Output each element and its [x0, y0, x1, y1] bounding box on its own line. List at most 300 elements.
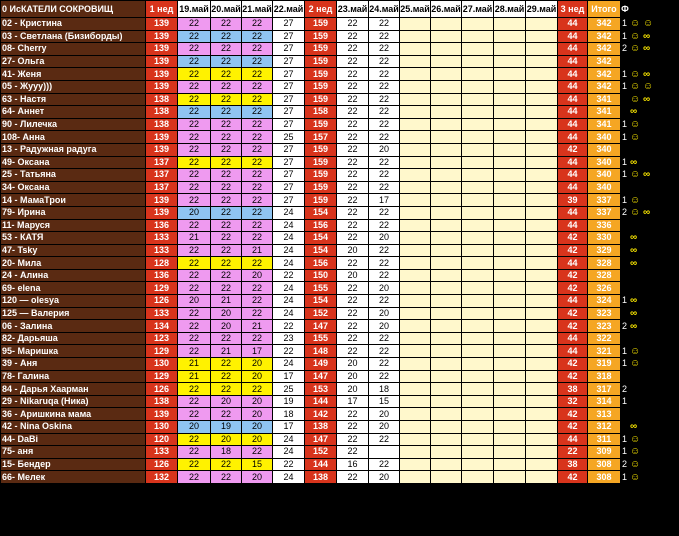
day-score: 22: [178, 93, 211, 106]
day-score: 22: [242, 68, 273, 81]
status-symbols: ☺: [630, 471, 670, 484]
day-score: 22: [369, 345, 400, 358]
week2-score: 147: [305, 320, 337, 333]
empty-cell: [494, 269, 526, 282]
badge-count: [621, 421, 630, 434]
week3-score: 44: [558, 55, 588, 68]
day-score: 22: [178, 169, 211, 182]
participant-name: 25 - Татьяна: [1, 169, 146, 182]
empty-cell: [494, 55, 526, 68]
day-score: 22: [178, 332, 211, 345]
empty-cell: [494, 421, 526, 434]
day-score: 21: [242, 244, 273, 257]
empty-cell: [526, 295, 558, 308]
total-score: 319: [588, 358, 621, 371]
empty-cell: [462, 55, 494, 68]
day-score: 20: [337, 269, 369, 282]
badge-count: 1: [621, 80, 630, 93]
total-score: 342: [588, 43, 621, 56]
empty-cell: [462, 421, 494, 434]
total-score: 328: [588, 269, 621, 282]
empty-cell: [462, 458, 494, 471]
empty-cell: [431, 370, 462, 383]
day-score: 22: [369, 43, 400, 56]
day-score: 20: [242, 421, 273, 434]
participant-name: 34- Оксана: [1, 181, 146, 194]
week3-score: 44: [558, 181, 588, 194]
day-score: 22: [211, 169, 242, 182]
table-row: [1, 471, 670, 484]
empty-cell: [494, 30, 526, 43]
empty-cell: [526, 307, 558, 320]
day-score: 24: [273, 307, 305, 320]
badge-count: [621, 143, 630, 156]
week3-score: 44: [558, 68, 588, 81]
empty-cell: [462, 395, 494, 408]
empty-cell: [400, 194, 431, 207]
badge-count: [621, 181, 630, 194]
day-score: 22: [211, 194, 242, 207]
empty-cell: [526, 244, 558, 257]
day-score: 17: [273, 421, 305, 434]
total-score: 313: [588, 408, 621, 421]
participant-name: 41- Женя: [1, 68, 146, 81]
day-score: 22: [211, 358, 242, 371]
day-score: 22: [369, 433, 400, 446]
header-date: 19.май: [178, 1, 211, 18]
empty-cell: [400, 332, 431, 345]
week3-score: 44: [558, 206, 588, 219]
status-symbols: ☺: [630, 433, 670, 446]
badge-count: 1: [621, 194, 630, 207]
day-score: 21: [211, 295, 242, 308]
empty-cell: [462, 194, 494, 207]
participant-name: 90 - Лилечка: [1, 118, 146, 131]
day-score: 22: [337, 43, 369, 56]
day-score: 27: [273, 181, 305, 194]
empty-cell: [431, 446, 462, 459]
participant-name: 20- Мила: [1, 257, 146, 270]
badge-count: 2: [621, 320, 630, 333]
day-score: 22: [369, 219, 400, 232]
week2-score: 150: [305, 269, 337, 282]
week1-score: 126: [146, 295, 178, 308]
badge-count: [621, 244, 630, 257]
empty-cell: [431, 307, 462, 320]
empty-cell: [526, 18, 558, 31]
badge-count: [621, 257, 630, 270]
status-symbols: [630, 370, 670, 383]
empty-cell: [400, 383, 431, 396]
badge-count: 1: [621, 395, 630, 408]
empty-cell: [462, 244, 494, 257]
day-score: 22: [178, 30, 211, 43]
status-symbols: ☺ ∞: [630, 68, 670, 81]
empty-cell: [431, 18, 462, 31]
day-score: 22: [178, 433, 211, 446]
week2-score: 154: [305, 206, 337, 219]
day-score: 22: [369, 18, 400, 31]
table-row: [1, 307, 670, 320]
badge-count: [621, 269, 630, 282]
day-score: 22: [242, 295, 273, 308]
day-score: 22: [211, 156, 242, 169]
table-row: [1, 194, 670, 207]
badge-count: [621, 332, 630, 345]
header-week2: 2 нед: [305, 1, 337, 18]
day-score: 22: [211, 244, 242, 257]
participant-name: 13 - Радужная радуга: [1, 143, 146, 156]
empty-cell: [400, 18, 431, 31]
status-symbols: ☺: [630, 345, 670, 358]
week2-score: 159: [305, 169, 337, 182]
week1-score: 139: [146, 143, 178, 156]
empty-cell: [494, 295, 526, 308]
empty-cell: [400, 219, 431, 232]
empty-cell: [494, 118, 526, 131]
day-score: 22: [242, 194, 273, 207]
day-score: 27: [273, 30, 305, 43]
badge-count: 1: [621, 358, 630, 371]
table-row: [1, 18, 670, 31]
empty-cell: [526, 471, 558, 484]
week3-score: 42: [558, 320, 588, 333]
status-symbols: ☺: [630, 446, 670, 459]
week3-score: 44: [558, 345, 588, 358]
day-score: 20: [242, 358, 273, 371]
empty-cell: [431, 43, 462, 56]
total-score: 329: [588, 244, 621, 257]
day-score: 22: [337, 194, 369, 207]
day-score: 22: [337, 232, 369, 245]
week2-score: 147: [305, 433, 337, 446]
status-symbols: ∞: [630, 244, 670, 257]
day-score: 15: [242, 458, 273, 471]
day-score: 20: [369, 408, 400, 421]
day-score: 22: [369, 206, 400, 219]
empty-cell: [494, 358, 526, 371]
total-score: 341: [588, 118, 621, 131]
badge-count: 1: [621, 446, 630, 459]
empty-cell: [494, 244, 526, 257]
badge-count: 1: [621, 295, 630, 308]
day-score: 27: [273, 18, 305, 31]
empty-cell: [462, 169, 494, 182]
empty-cell: [526, 320, 558, 333]
week3-score: 42: [558, 358, 588, 371]
day-score: 22: [211, 232, 242, 245]
participant-name: 44- DaBi: [1, 433, 146, 446]
empty-cell: [494, 446, 526, 459]
empty-cell: [526, 106, 558, 119]
day-score: 22: [337, 143, 369, 156]
day-score: 22: [211, 68, 242, 81]
empty-cell: [400, 156, 431, 169]
badge-count: 1: [621, 68, 630, 81]
day-score: 22: [178, 345, 211, 358]
participant-name: 05 - Жууу))): [1, 80, 146, 93]
day-score: 24: [273, 206, 305, 219]
empty-cell: [462, 93, 494, 106]
day-score: 27: [273, 80, 305, 93]
week2-score: 148: [305, 345, 337, 358]
day-score: 22: [369, 131, 400, 144]
empty-cell: [494, 345, 526, 358]
day-score: 22: [178, 18, 211, 31]
participant-name: 79- Ирина: [1, 206, 146, 219]
empty-cell: [462, 307, 494, 320]
table-row: [1, 320, 670, 333]
empty-cell: [526, 232, 558, 245]
week3-score: 39: [558, 194, 588, 207]
week3-score: 42: [558, 244, 588, 257]
empty-cell: [431, 232, 462, 245]
total-score: 308: [588, 471, 621, 484]
day-score: 22: [337, 446, 369, 459]
table-row: [1, 156, 670, 169]
day-score: 22: [242, 206, 273, 219]
week2-score: 159: [305, 18, 337, 31]
day-score: 22: [211, 257, 242, 270]
day-score: 22: [337, 206, 369, 219]
empty-cell: [400, 232, 431, 245]
day-score: 18: [211, 446, 242, 459]
total-score: 341: [588, 106, 621, 119]
empty-cell: [494, 408, 526, 421]
week3-score: 42: [558, 471, 588, 484]
week1-score: 138: [146, 93, 178, 106]
empty-cell: [462, 80, 494, 93]
empty-cell: [431, 395, 462, 408]
empty-cell: [462, 131, 494, 144]
total-score: 314: [588, 395, 621, 408]
day-score: 24: [273, 433, 305, 446]
empty-cell: [431, 257, 462, 270]
week2-score: 152: [305, 446, 337, 459]
table-row: [1, 55, 670, 68]
empty-cell: [526, 421, 558, 434]
empty-cell: [400, 118, 431, 131]
total-score: 321: [588, 345, 621, 358]
empty-cell: [400, 446, 431, 459]
badge-count: [621, 232, 630, 245]
empty-cell: [431, 244, 462, 257]
empty-cell: [431, 30, 462, 43]
week2-score: 159: [305, 194, 337, 207]
day-score: 22: [178, 257, 211, 270]
empty-cell: [400, 257, 431, 270]
empty-cell: [400, 345, 431, 358]
day-score: 22: [242, 232, 273, 245]
empty-cell: [494, 433, 526, 446]
empty-cell: [431, 156, 462, 169]
empty-cell: [462, 143, 494, 156]
day-score: 22: [178, 181, 211, 194]
day-score: 20: [337, 244, 369, 257]
day-score: 18: [369, 383, 400, 396]
badge-count: 1: [621, 131, 630, 144]
week2-score: 149: [305, 358, 337, 371]
empty-cell: [462, 269, 494, 282]
week1-score: 130: [146, 358, 178, 371]
day-score: 22: [211, 18, 242, 31]
status-symbols: ∞: [630, 106, 670, 119]
day-score: 22: [369, 295, 400, 308]
day-score: 22: [337, 433, 369, 446]
day-score: 23: [273, 332, 305, 345]
day-score: 22: [369, 106, 400, 119]
day-score: 22: [337, 320, 369, 333]
empty-cell: [462, 118, 494, 131]
empty-cell: [400, 93, 431, 106]
total-score: 308: [588, 458, 621, 471]
empty-cell: [462, 370, 494, 383]
day-score: 20: [211, 395, 242, 408]
week1-score: 139: [146, 206, 178, 219]
empty-cell: [526, 383, 558, 396]
week1-score: 139: [146, 43, 178, 56]
empty-cell: [494, 156, 526, 169]
badge-count: 2: [621, 206, 630, 219]
empty-cell: [494, 131, 526, 144]
week2-score: 144: [305, 395, 337, 408]
header-date: 20.май: [211, 1, 242, 18]
empty-cell: [400, 421, 431, 434]
empty-cell: [400, 68, 431, 81]
week1-score: 133: [146, 307, 178, 320]
week1-score: 129: [146, 370, 178, 383]
week2-score: 155: [305, 332, 337, 345]
empty-cell: [526, 257, 558, 270]
week1-score: 126: [146, 383, 178, 396]
day-score: 22: [211, 458, 242, 471]
empty-cell: [462, 408, 494, 421]
day-score: 22: [242, 118, 273, 131]
empty-cell: [400, 282, 431, 295]
day-score: 22: [178, 156, 211, 169]
week2-score: 152: [305, 307, 337, 320]
status-symbols: ☺: [630, 131, 670, 144]
empty-cell: [494, 143, 526, 156]
table-row: [1, 269, 670, 282]
empty-cell: [462, 43, 494, 56]
day-score: 22: [369, 118, 400, 131]
week2-score: 155: [305, 282, 337, 295]
empty-cell: [431, 181, 462, 194]
empty-cell: [526, 181, 558, 194]
table-row: [1, 370, 670, 383]
participant-name: 64- Аннет: [1, 106, 146, 119]
empty-cell: [462, 219, 494, 232]
header-week3: 3 нед: [558, 1, 588, 18]
day-score: 22: [242, 446, 273, 459]
week2-score: 154: [305, 295, 337, 308]
status-symbols: ∞: [630, 232, 670, 245]
empty-cell: [462, 257, 494, 270]
status-symbols: ☺ ∞: [630, 93, 670, 106]
status-symbols: ∞: [630, 320, 670, 333]
day-score: 22: [337, 118, 369, 131]
day-score: 22: [337, 156, 369, 169]
empty-cell: [400, 55, 431, 68]
empty-cell: [462, 30, 494, 43]
empty-cell: [431, 421, 462, 434]
header-week1: 1 нед: [146, 1, 178, 18]
week2-score: 159: [305, 118, 337, 131]
participant-name: 39 - Аня: [1, 358, 146, 371]
week3-score: 44: [558, 219, 588, 232]
day-score: 20: [369, 232, 400, 245]
total-score: 342: [588, 30, 621, 43]
day-score: 15: [369, 395, 400, 408]
badge-count: 1: [621, 345, 630, 358]
empty-cell: [431, 295, 462, 308]
status-symbols: [630, 219, 670, 232]
day-score: 22: [337, 169, 369, 182]
empty-cell: [431, 219, 462, 232]
week3-score: 42: [558, 307, 588, 320]
day-score: 24: [273, 219, 305, 232]
week2-score: 159: [305, 80, 337, 93]
week2-score: 157: [305, 131, 337, 144]
empty-cell: [526, 55, 558, 68]
status-symbols: [630, 143, 670, 156]
total-score: 340: [588, 156, 621, 169]
day-score: 22: [242, 383, 273, 396]
day-score: 22: [337, 307, 369, 320]
empty-cell: [526, 156, 558, 169]
total-score: 317: [588, 383, 621, 396]
week1-score: 132: [146, 471, 178, 484]
empty-cell: [431, 345, 462, 358]
week1-score: 133: [146, 244, 178, 257]
empty-cell: [431, 131, 462, 144]
day-score: 22: [242, 18, 273, 31]
table-row: [1, 244, 670, 257]
total-score: 326: [588, 282, 621, 295]
week1-score: 138: [146, 395, 178, 408]
total-score: 342: [588, 68, 621, 81]
participant-name: 14 - МамаТрои: [1, 194, 146, 207]
empty-cell: [431, 433, 462, 446]
day-score: 21: [178, 232, 211, 245]
day-score: 27: [273, 118, 305, 131]
day-score: 22: [242, 80, 273, 93]
participant-name: 120 — olesya: [1, 295, 146, 308]
week2-score: 159: [305, 30, 337, 43]
participant-name: 15- Бендер: [1, 458, 146, 471]
day-score: 22: [242, 106, 273, 119]
empty-cell: [462, 282, 494, 295]
badge-count: [621, 282, 630, 295]
table-row: [1, 257, 670, 270]
week2-score: 138: [305, 471, 337, 484]
day-score: 22: [337, 80, 369, 93]
empty-cell: [526, 143, 558, 156]
day-score: 22: [242, 55, 273, 68]
week1-score: 133: [146, 232, 178, 245]
day-score: 22: [337, 68, 369, 81]
day-score: 24: [273, 282, 305, 295]
day-score: 22: [369, 169, 400, 182]
day-score: 22: [369, 358, 400, 371]
week1-score: 123: [146, 332, 178, 345]
status-symbols: [630, 181, 670, 194]
day-score: 22: [178, 395, 211, 408]
total-score: 340: [588, 131, 621, 144]
table-row: [1, 131, 670, 144]
day-score: 20: [242, 395, 273, 408]
